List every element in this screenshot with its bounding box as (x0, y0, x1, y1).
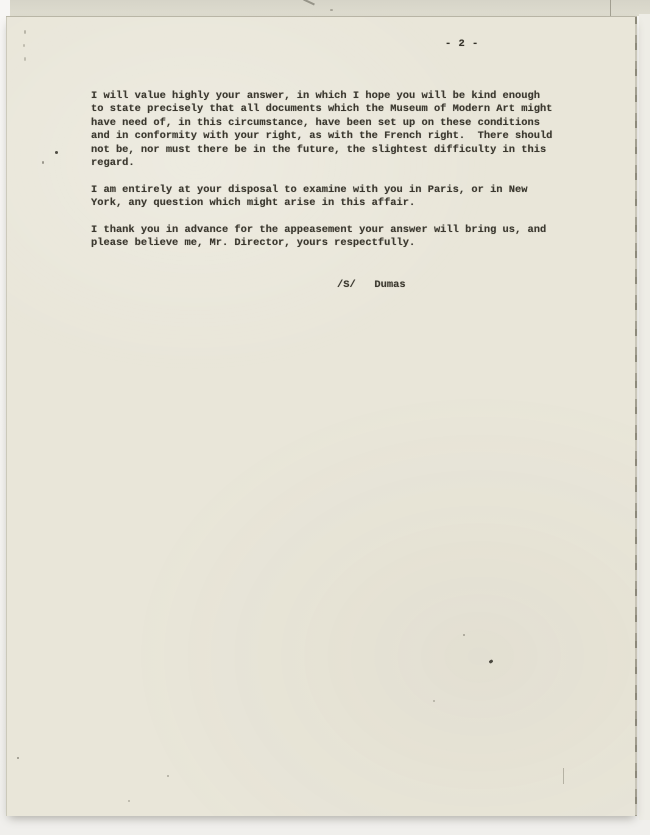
paper-speck (42, 161, 44, 164)
letter-line: regard. (91, 157, 135, 170)
letter-line: please believe me, Mr. Director, yours respectfully. (91, 237, 416, 250)
letter-line: not be, nor must there be in the future, the slightest difficulty in this (91, 143, 547, 156)
paper-speck (24, 57, 26, 61)
paper-speck (17, 757, 19, 759)
letter-line: I thank you in advance for the appeasement your answer will bring us, and (91, 224, 547, 237)
paper-speck (55, 151, 58, 154)
letter-line: I am entirely at your disposal to examine with you in Paris, or in New (91, 183, 528, 196)
paper-speck (23, 44, 25, 47)
letter-paragraph (91, 224, 579, 251)
paper-speck (463, 634, 465, 636)
back-sheet-edge (10, 0, 650, 16)
letter-line: and in conformity with your right, as with the French right. There should (91, 130, 553, 143)
letter-line: York, any question which might arise in this affair. (91, 197, 416, 210)
letter-line: have need of, in this circumstance, have been set up on these conditions (91, 116, 540, 129)
letter-paragraph (91, 90, 579, 170)
letter-body (91, 90, 579, 292)
paper-scratch (563, 768, 564, 784)
letter-line: to state precisely that all documents which the Museum of Modern Art might (91, 103, 553, 116)
paper-sheet (6, 16, 637, 816)
letter-paragraph (91, 184, 579, 211)
paper-left-edge (6, 17, 7, 816)
paper-right-edge (635, 17, 637, 816)
paper-speck (330, 9, 333, 11)
paper-speck (24, 30, 26, 34)
paper-speck (433, 700, 435, 702)
page-number: - 2 - (445, 38, 479, 50)
paper-speck (167, 775, 169, 777)
signature-line: /S/ Dumas (337, 278, 406, 291)
back-sheet-crease (610, 0, 611, 16)
paper-speck (128, 800, 130, 802)
letter-line: I will value highly your answer, in which I hope you will be kind enough (91, 90, 540, 102)
scan-right-gutter (639, 14, 650, 820)
